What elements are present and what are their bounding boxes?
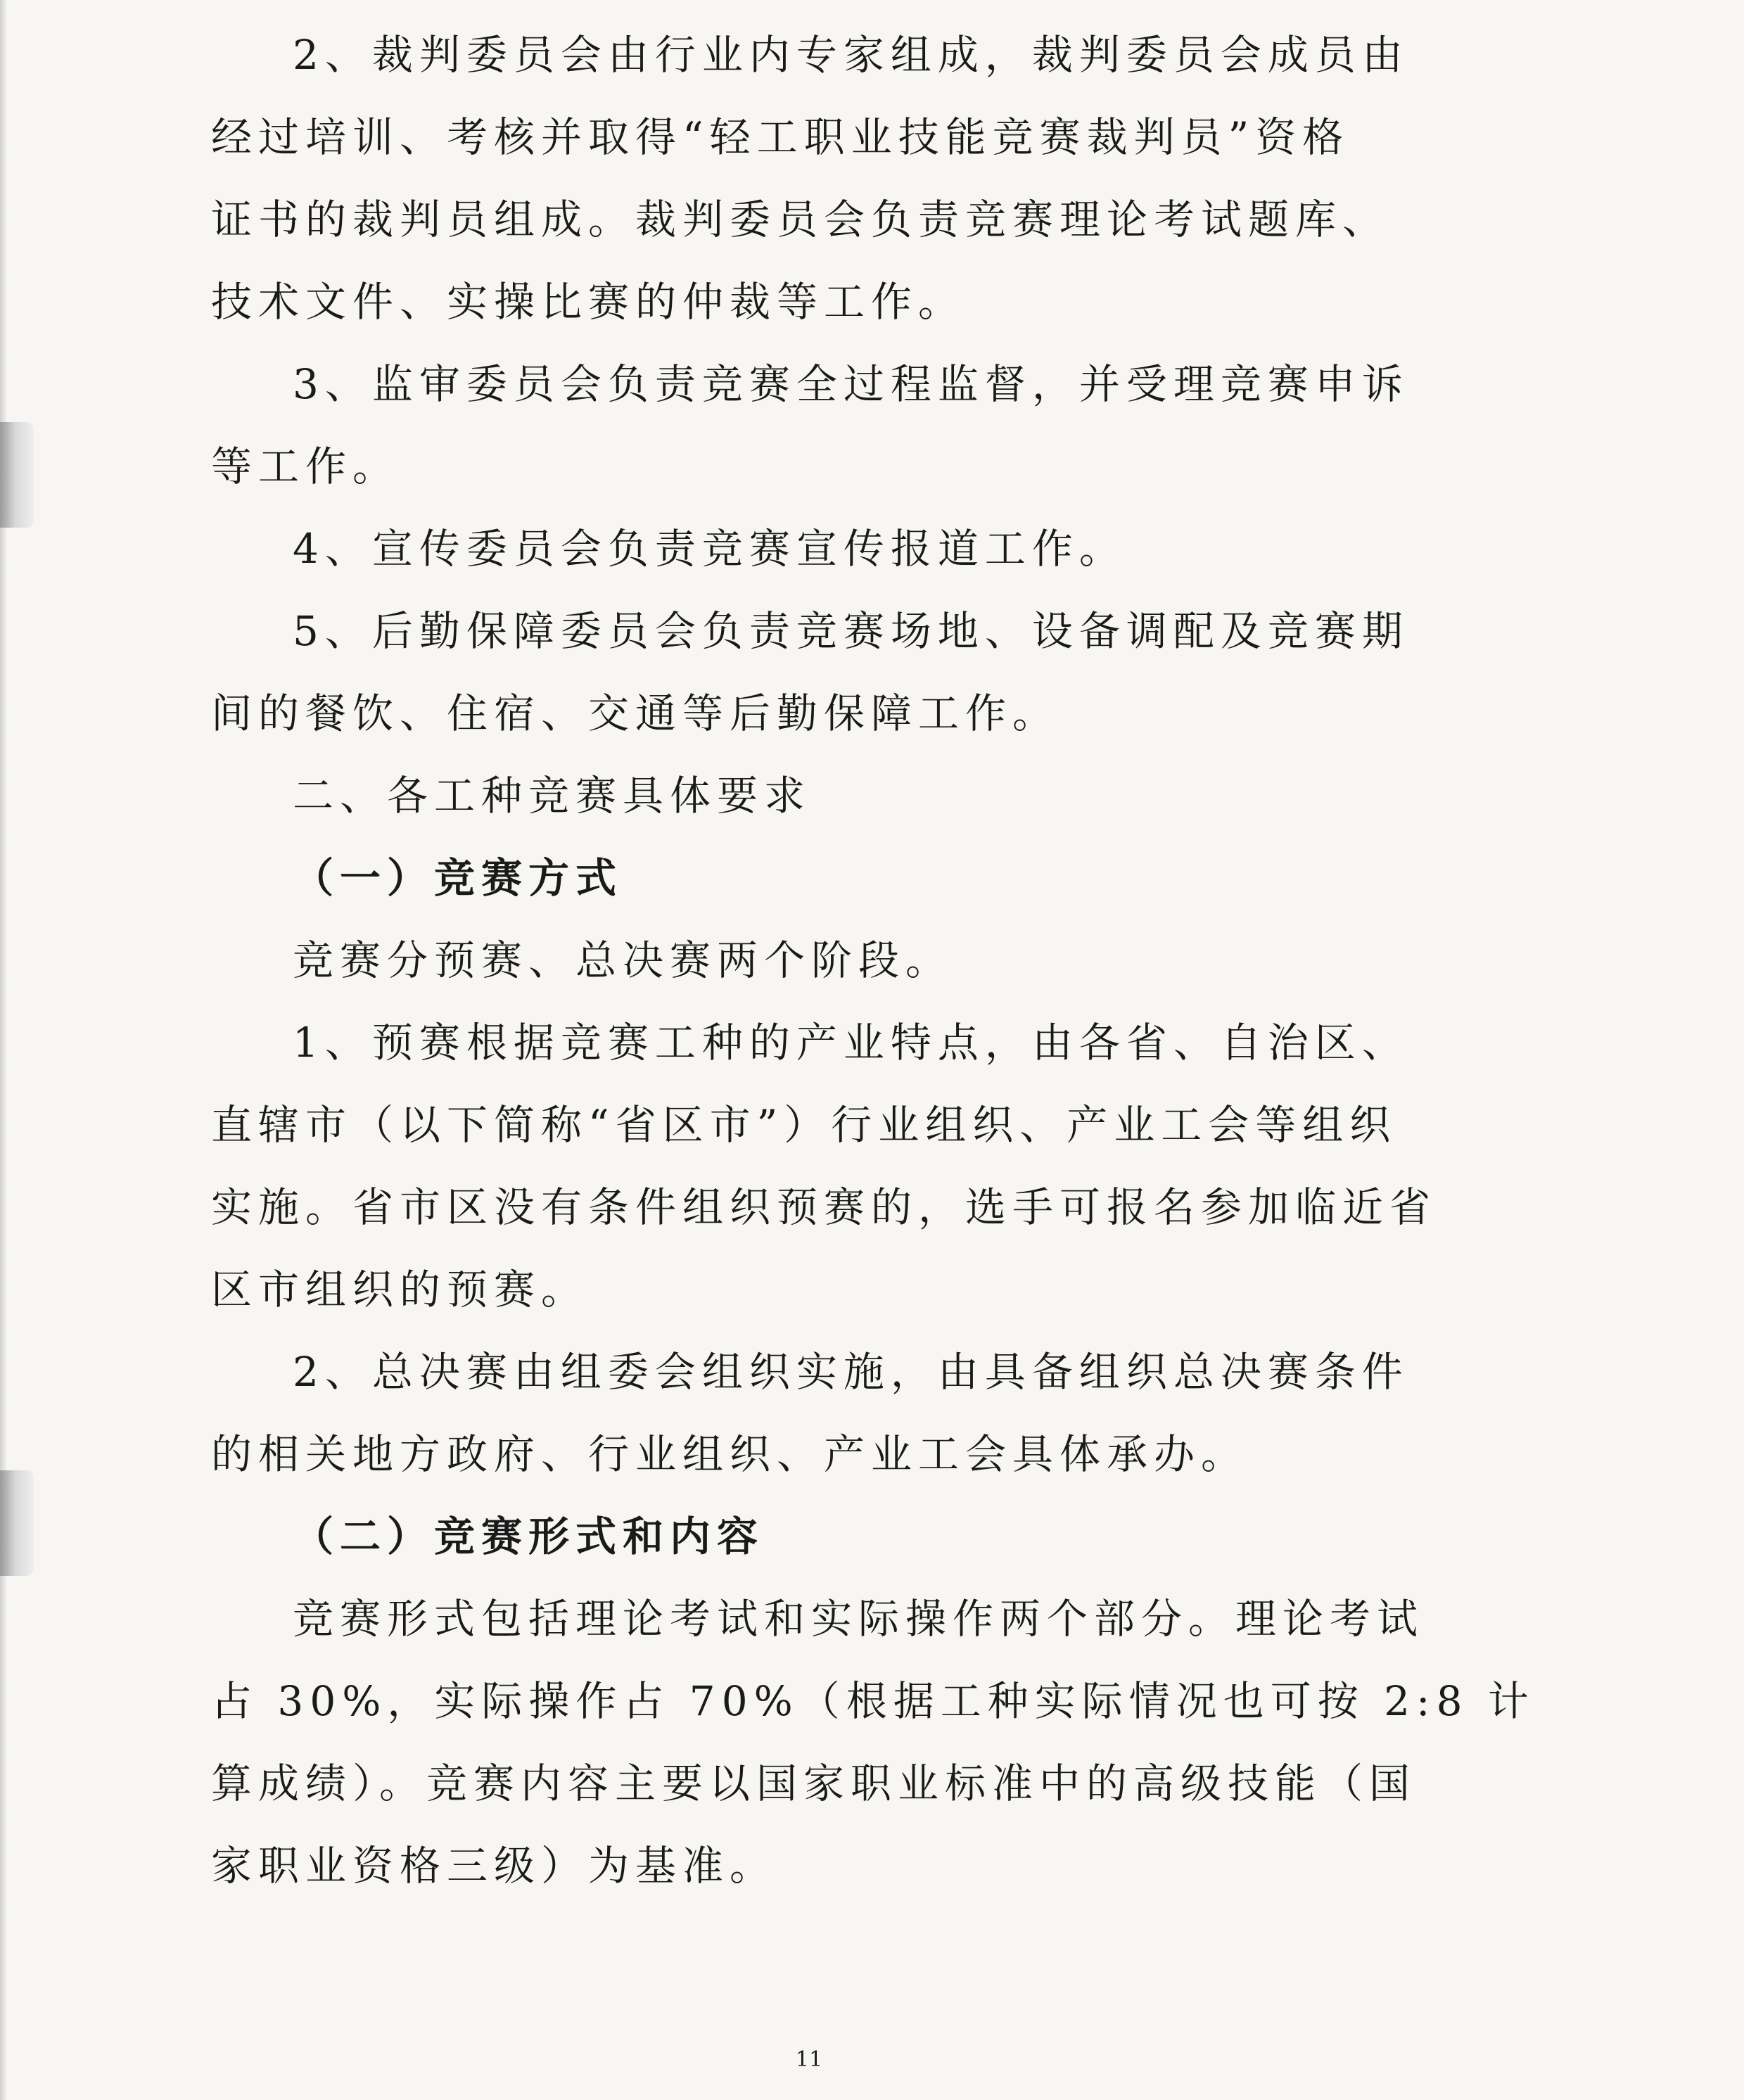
text-line: 证书的裁判员组成。裁判委员会负责竞赛理论考试题库、 (211, 196, 1390, 243)
text-line: 区市组织的预赛。 (211, 1266, 589, 1313)
page-number: 11 (795, 2047, 823, 2072)
binding-hole-bottom (0, 1470, 34, 1576)
text-line: 2、总决赛由组委会组织实施，由具备组织总决赛条件 (293, 1348, 1409, 1396)
text-line: 5、后勤保障委员会负责竞赛场地、设备调配及竞赛期 (293, 607, 1409, 655)
binding-hole-top (0, 422, 34, 528)
text-line: 3、监审委员会负责竞赛全过程监督，并受理竞赛申诉 (293, 360, 1409, 408)
text-line: 经过培训、考核并取得“轻工职业技能竞赛裁判员”资格 (211, 113, 1350, 161)
text-line: 竞赛分预赛、总决赛两个阶段。 (293, 936, 953, 984)
text-line: 竞赛形式包括理论考试和实际操作两个部分。理论考试 (293, 1595, 1425, 1643)
text-line: 直辖市（以下简称“省区市”）行业组织、产业工会等组织 (211, 1101, 1397, 1149)
page-edge-shadow (0, 0, 7, 2100)
text-line: 实施。省市区没有条件组织预赛的，选手可报名参加临近省 (211, 1183, 1437, 1231)
document-body (211, 14, 1535, 1907)
text-line: 2、裁判委员会由行业内专家组成，裁判委员会成员由 (293, 31, 1409, 79)
text-line: 算成绩）。竞赛内容主要以国家职业标准中的高级技能（国 (211, 1759, 1417, 1807)
section-heading: （二）竞赛形式和内容 (293, 1513, 765, 1560)
text-line: 占 30%，实际操作占 70%（根据工种实际情况也可按 2:8 计 (211, 1677, 1535, 1725)
text-line: 4、宣传委员会负责竞赛宣传报道工作。 (293, 525, 1126, 573)
text-line: 家职业资格三级）为基准。 (211, 1842, 777, 1890)
text-line: 间的餐饮、住宿、交通等后勤保障工作。 (211, 689, 1060, 737)
text-line: 的相关地方政府、行业组织、产业工会具体承办。 (211, 1430, 1249, 1478)
text-line: 二、各工种竞赛具体要求 (293, 772, 812, 820)
text-line: 等工作。 (211, 443, 400, 490)
text-line: 技术文件、实操比赛的仲裁等工作。 (211, 278, 966, 326)
section-heading: （一）竞赛方式 (293, 854, 623, 902)
text-line: 1、预赛根据竞赛工种的产业特点，由各省、自治区、 (293, 1019, 1409, 1067)
